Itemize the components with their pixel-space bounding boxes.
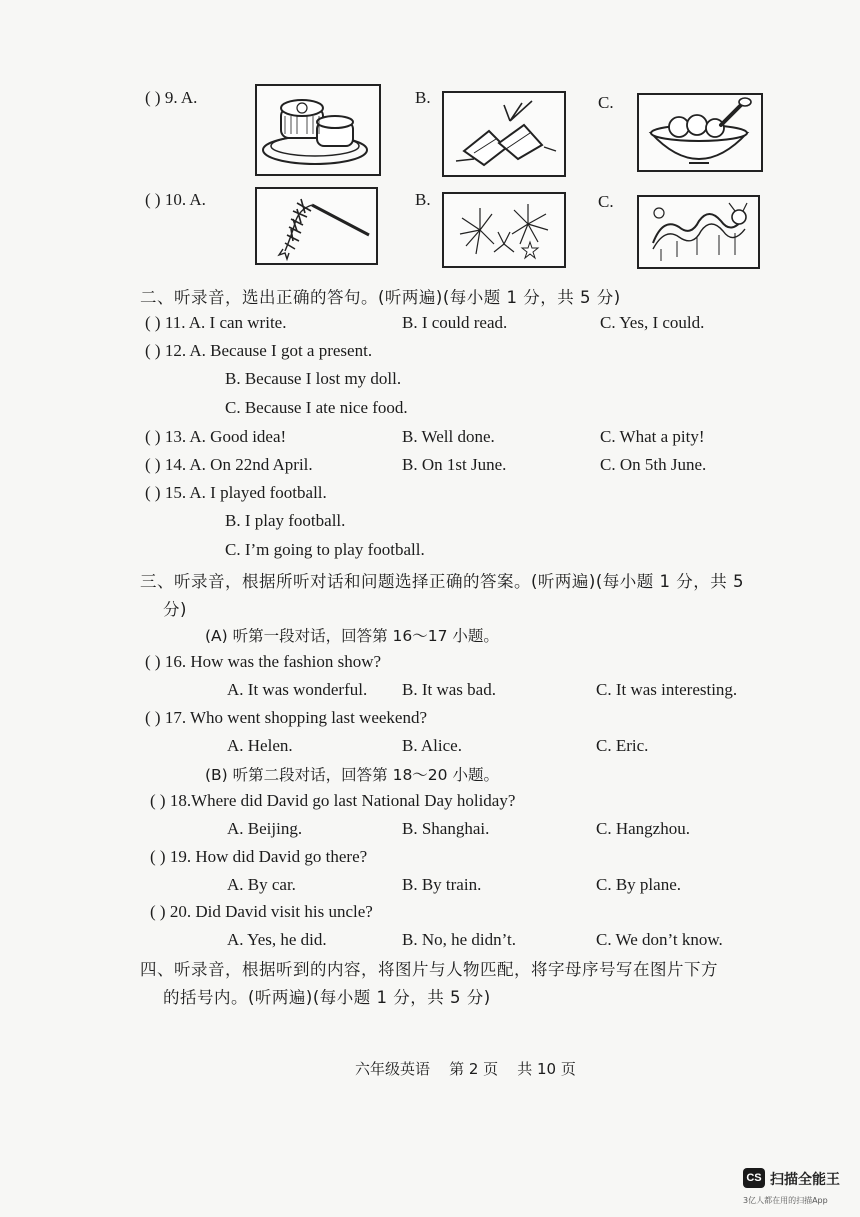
q13-option-c: C. What a pity! [600, 427, 705, 446]
tangyuan-bowl-icon [637, 93, 763, 172]
q15-option-b: B. I play football. [225, 511, 346, 530]
zongzi-icon [442, 91, 566, 177]
q9-option-b-label: B. [415, 88, 431, 107]
q15-option-c: C. I’m going to play football. [225, 540, 425, 559]
q9-label: ( ) 9. A. [145, 88, 198, 107]
q19-option-c: C. By plane. [596, 875, 681, 894]
q17-text: ( ) 17. Who went shopping last weekend? [145, 708, 428, 727]
q19-option-b: B. By train. [402, 875, 482, 894]
mooncake-icon [255, 84, 381, 176]
q12-option-b: B. Because I lost my doll. [225, 369, 402, 388]
q10-option-b-label: B. [415, 190, 431, 209]
q14-option-b: B. On 1st June. [402, 455, 507, 474]
q20-option-b: B. No, he didn’t. [402, 930, 516, 949]
q11-option-b: B. I could read. [402, 313, 508, 332]
scanner-logo-icon: CS [743, 1168, 765, 1188]
section3-heading-line2: 分) [163, 600, 187, 619]
q16-option-c: C. It was interesting. [596, 680, 738, 699]
q18-text: ( ) 18.Where did David go last National Day holiday? [150, 791, 516, 810]
section3-heading-line1: 三、听录音，根据所听对话和问题选择正确的答案。(听两遍)(每小题 1 分，共 5 [140, 572, 745, 591]
q13-option-b: B. Well done. [402, 427, 495, 446]
q18-option-a: A. Beijing. [227, 819, 303, 838]
page-footer: 六年级英语 第 2 页 共 10 页 [355, 1060, 576, 1078]
q14-option-c: C. On 5th June. [600, 455, 707, 474]
section2-heading: 二、听录音，选出正确的答句。(听两遍)(每小题 1 分，共 5 分) [140, 288, 621, 307]
q16-text: ( ) 16. How was the fashion show? [145, 652, 382, 671]
scanner-tagline: 3亿人都在用的扫描App [743, 1196, 828, 1205]
q20-text: ( ) 20. Did David visit his uncle? [150, 902, 373, 921]
q15-text: ( ) 15. A. I played football. [145, 483, 327, 502]
q13-text: ( ) 13. A. Good idea! [145, 427, 287, 446]
q18-option-c: C. Hangzhou. [596, 819, 690, 838]
q20-option-c: C. We don’t know. [596, 930, 723, 949]
section4-heading-line1: 四、听录音，根据听到的内容，将图片与人物匹配，将字母序号写在图片下方 [140, 960, 718, 979]
q18-option-b: B. Shanghai. [402, 819, 490, 838]
q12-text: ( ) 12. A. Because I got a present. [145, 341, 373, 360]
q14-text: ( ) 14. A. On 22nd April. [145, 455, 313, 474]
q11-text: ( ) 11. A. I can write. [145, 313, 287, 332]
scanner-brand: 扫描全能王 [770, 1172, 840, 1188]
q17-option-c: C. Eric. [596, 736, 649, 755]
section3-part-b: (B) 听第二段对话，回答第 18～20 小题。 [205, 766, 499, 784]
section4-heading-line2: 的括号内。(听两遍)(每小题 1 分，共 5 分) [163, 988, 491, 1007]
fireworks-icon [442, 192, 566, 268]
q9-option-c-label: C. [598, 93, 614, 112]
q10-option-c-label: C. [598, 192, 614, 211]
q20-option-a: A. Yes, he did. [227, 930, 327, 949]
dragon-dance-icon [637, 195, 760, 269]
q11-option-c: C. Yes, I could. [600, 313, 705, 332]
q12-option-c: C. Because I ate nice food. [225, 398, 408, 417]
q16-option-a: A. It was wonderful. [227, 680, 368, 699]
q19-option-a: A. By car. [227, 875, 296, 894]
q17-option-b: B. Alice. [402, 736, 462, 755]
q10-label: ( ) 10. A. [145, 190, 206, 209]
firecracker-icon [255, 187, 378, 265]
q17-option-a: A. Helen. [227, 736, 293, 755]
q19-text: ( ) 19. How did David go there? [150, 847, 368, 866]
q16-option-b: B. It was bad. [402, 680, 496, 699]
section3-part-a: (A) 听第一段对话，回答第 16～17 小题。 [205, 627, 499, 645]
